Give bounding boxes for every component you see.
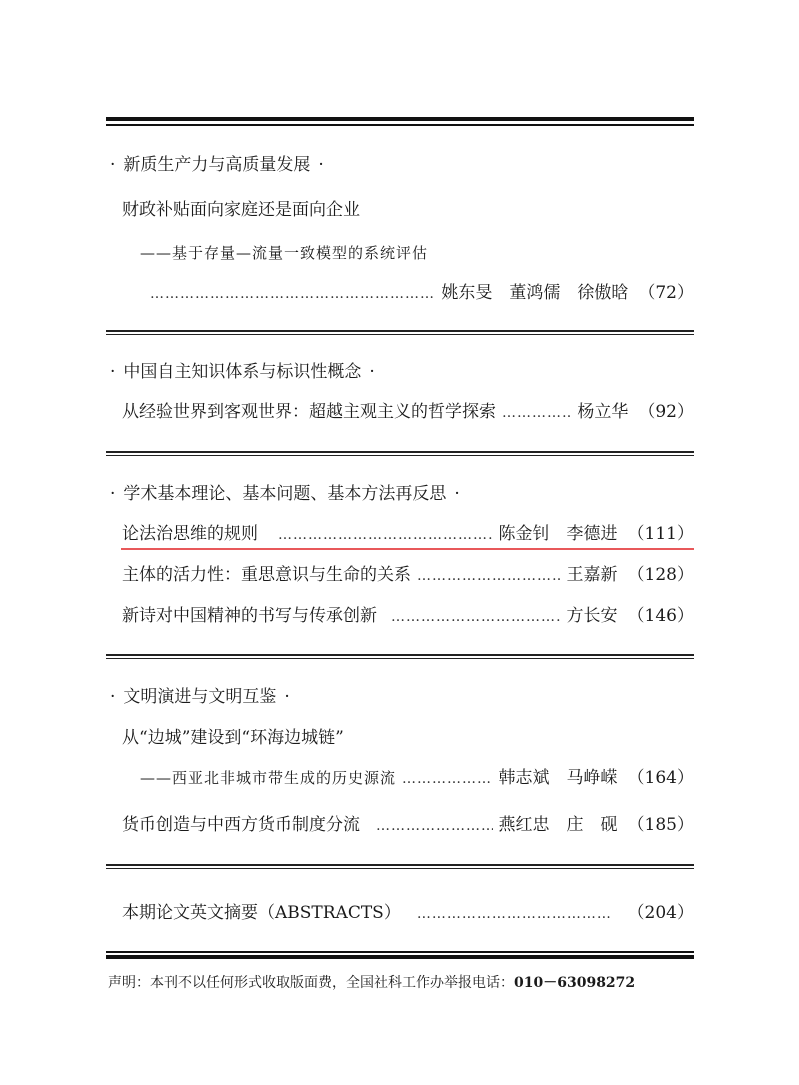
section-heading-3 (108, 483, 696, 505)
abstracts-page: （204） (627, 903, 694, 923)
highlight-underline (121, 548, 694, 550)
entry-authors: 王嘉新 (566, 565, 618, 585)
abstracts-title: 本期论文英文摘要（ABSTRACTS） (122, 903, 401, 923)
entry-authors: 姚东旻 董鸿儒 徐傲晗 (441, 283, 629, 303)
section-heading-1 (108, 154, 696, 176)
section-title: 文明演进与文明互鉴 (123, 687, 277, 707)
entry-subtitle: ——基于存量—流量一致模型的系统评估 (140, 244, 429, 262)
bullet: · (110, 362, 116, 382)
entry-title: 论法治思维的规则 (122, 524, 258, 544)
footer-text: 声明：本刊不以任何形式收取版面费，全国社科工作办举报电话： (108, 975, 514, 991)
section-divider (106, 864, 694, 869)
entry-subtitle: ——西亚北非城市带生成的历史源流 (140, 769, 397, 787)
entry-authors: 陈金钊 李德进 (498, 524, 618, 544)
section-title: 中国自主知识体系与标识性概念 (123, 362, 362, 382)
leader-dots (376, 815, 493, 837)
bullet: · (284, 687, 290, 707)
entry-authors: 方长安 (566, 606, 618, 626)
bullet: · (318, 155, 324, 175)
toc-entry[interactable] (122, 605, 694, 628)
leader-dots (417, 903, 612, 925)
entry-page: （164） (627, 768, 694, 788)
toc-entry-subtitle (140, 242, 728, 264)
section-title: 学术基本理论、基本问题、基本方法再反思 (123, 484, 447, 504)
section-heading-2 (108, 361, 696, 383)
section-divider (106, 654, 694, 659)
section-title: 新质生产力与高质量发展 (123, 155, 311, 175)
entry-page: （92） (638, 402, 694, 422)
toc-entry[interactable] (122, 523, 694, 546)
toc-entry-subtitle[interactable] (140, 767, 694, 790)
entry-title: 财政补贴面向家庭还是面向企业 (122, 200, 360, 220)
entry-page: （72） (638, 283, 694, 303)
toc-entry-title[interactable] (122, 199, 710, 221)
section-divider (106, 330, 694, 335)
leader-dots (278, 524, 493, 546)
footer-phone: 010－63098272 (514, 975, 636, 991)
entry-page: （128） (627, 565, 694, 585)
entry-authors: 杨立华 (577, 402, 629, 422)
entry-title: 从“边城”建设到“环海边城链” (122, 728, 344, 748)
toc-entry[interactable] (122, 814, 694, 837)
bullet: · (110, 484, 116, 504)
leader-dots (502, 402, 571, 424)
section-heading-4 (108, 686, 696, 708)
entry-title: 新诗对中国精神的书写与传承创新 (122, 606, 377, 626)
section-divider (106, 451, 694, 456)
leader-dots (391, 606, 561, 628)
leader-dots (402, 768, 493, 790)
leader-dots (417, 565, 561, 587)
bullet: · (369, 362, 375, 382)
entry-page: （185） (627, 815, 694, 835)
footer-notice (108, 972, 635, 992)
entry-title: 主体的活力性：重思意识与生命的关系 (122, 565, 411, 585)
entry-page: （146） (627, 606, 694, 626)
bullet: · (454, 484, 460, 504)
leader-dots (150, 283, 435, 305)
entry-page: （111） (627, 524, 694, 544)
toc-entry-title[interactable] (122, 727, 710, 749)
bullet: · (110, 687, 116, 707)
entry-title: 从经验世界到客观世界：超越主观主义的哲学探索 (122, 402, 496, 422)
entry-authors: 燕红忠 庄 砚 (498, 815, 618, 835)
toc-entry[interactable] (122, 564, 694, 587)
toc-entry[interactable] (122, 401, 694, 424)
entry-authors: 韩志斌 马峥嵘 (498, 768, 618, 788)
toc-entry-abstracts[interactable] (122, 902, 694, 925)
bullet: · (110, 155, 116, 175)
entry-title: 货币创造与中西方货币制度分流 (122, 815, 360, 835)
toc-entry-authors[interactable] (150, 282, 694, 305)
